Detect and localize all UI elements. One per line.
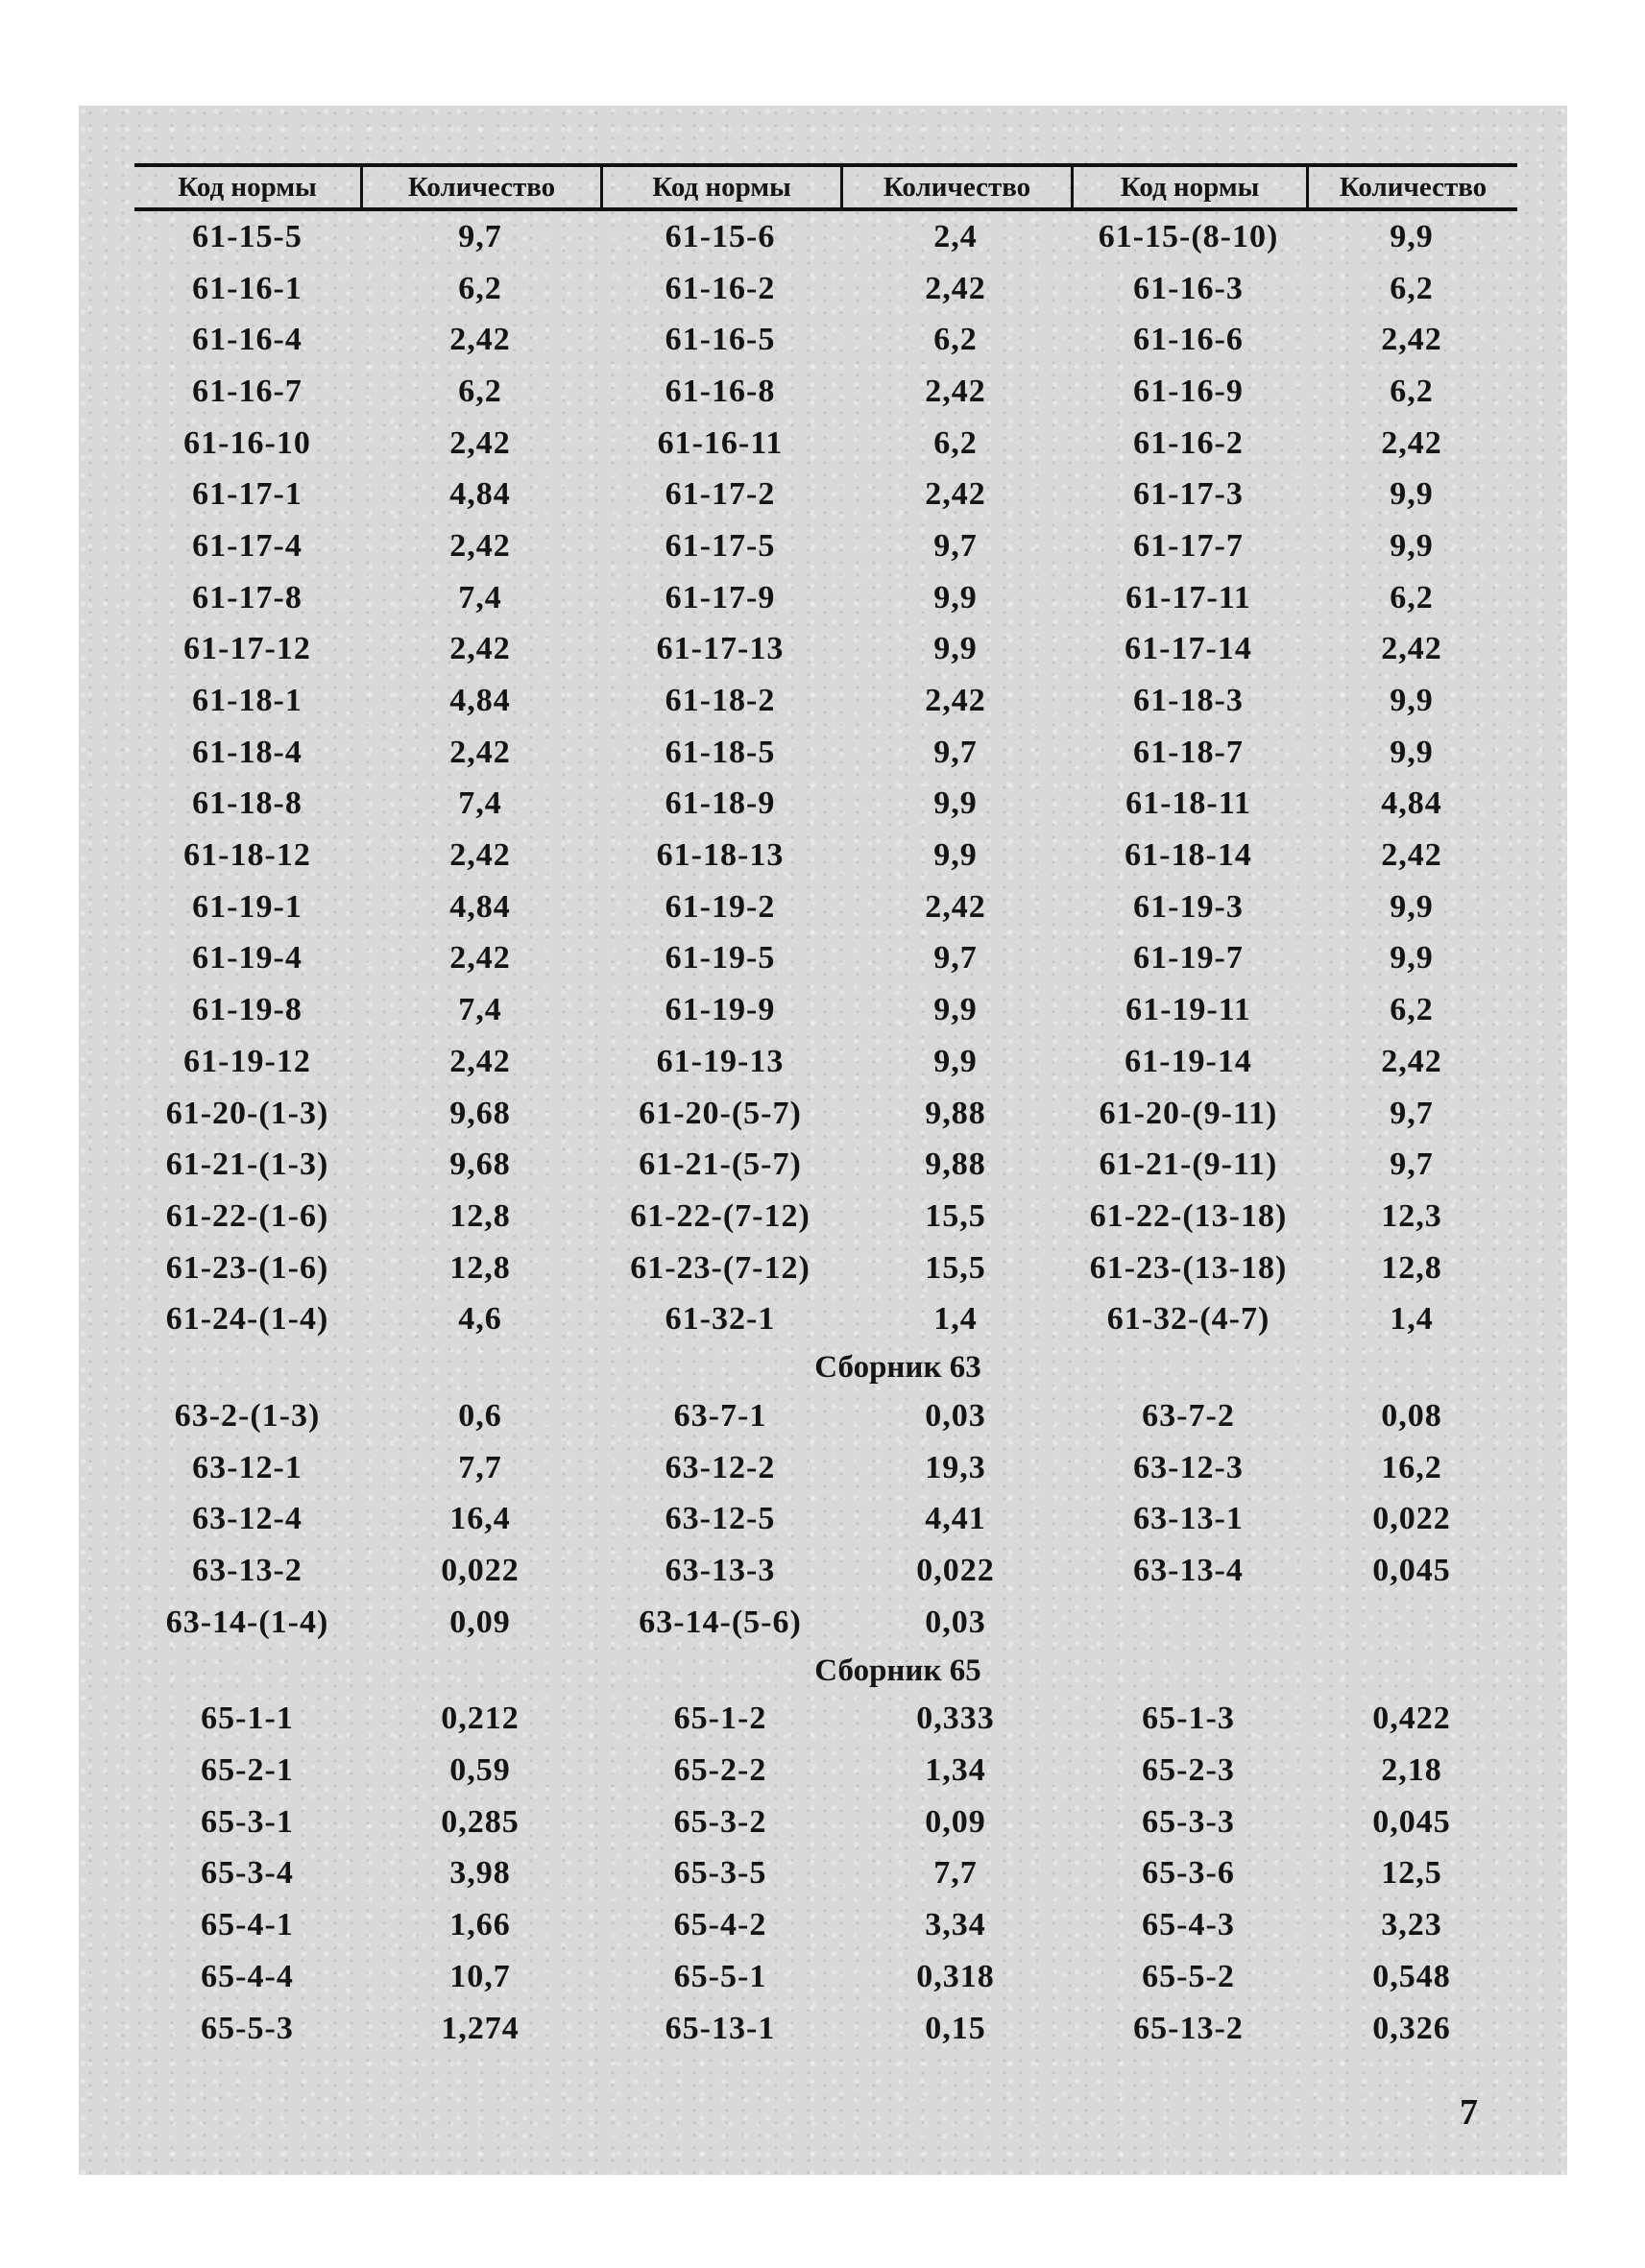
norm-code-cell: 61-15-(8-10) [1098, 218, 1279, 254]
quantity-cell: 7,7 [458, 1449, 502, 1485]
norm-code-cell: 61-22-(13-18) [1089, 1197, 1288, 1234]
quantity-cell: 3,34 [925, 1907, 986, 1943]
norm-code-cell: 61-17-5 [665, 527, 776, 564]
quantity-cell: 0,022 [441, 1553, 520, 1589]
quantity-cell: 15,5 [925, 1249, 986, 1286]
quantity-cell: 9,7 [458, 218, 502, 254]
norm-code-cell: 61-19-9 [665, 992, 776, 1028]
table-row [134, 624, 1517, 676]
norm-code-cell: 61-16-4 [192, 322, 302, 358]
quantity-cell: 7,7 [933, 1855, 978, 1892]
quantity-cell: 15,5 [925, 1197, 986, 1234]
quantity-cell: 2,42 [925, 270, 986, 306]
quantity-cell: 9,9 [1390, 940, 1434, 977]
quantity-cell: 0,285 [441, 1803, 520, 1840]
quantity-cell: 2,42 [925, 373, 986, 409]
quantity-cell: 16,2 [1381, 1449, 1442, 1485]
table-row [134, 1139, 1517, 1191]
quantity-cell: 9,9 [1390, 683, 1434, 719]
norm-code-cell: 63-2-(1-3) [174, 1397, 321, 1434]
norm-code-cell: 61-15-5 [192, 218, 302, 254]
page-number: 7 [1460, 2092, 1478, 2133]
quantity-cell: 2,42 [449, 1043, 511, 1079]
norm-code-cell: 63-13-4 [1133, 1553, 1244, 1589]
quantity-cell: 3,98 [449, 1855, 511, 1892]
quantity-cell: 2,42 [1381, 837, 1442, 874]
header-cell: Количество [840, 167, 1071, 207]
norm-code-cell: 63-12-1 [192, 1449, 302, 1485]
quantity-cell: 2,42 [449, 424, 511, 461]
table-row [134, 1088, 1517, 1140]
table-row [134, 1694, 1517, 1746]
quantity-cell: 9,9 [1390, 476, 1434, 513]
norm-code-cell: 61-19-11 [1125, 992, 1251, 1028]
quantity-cell: 12,5 [1381, 1855, 1442, 1892]
quantity-cell: 0,333 [916, 1701, 995, 1737]
quantity-cell: 9,9 [1390, 734, 1434, 770]
quantity-cell: 7,4 [458, 579, 502, 615]
quantity-cell: 10,7 [449, 1958, 511, 1994]
quantity-cell: 6,2 [1390, 373, 1434, 409]
table-row [134, 1848, 1517, 1900]
norm-code-cell: 65-3-4 [201, 1855, 294, 1892]
quantity-cell: 9,88 [925, 1146, 986, 1183]
quantity-cell: 2,42 [925, 683, 986, 719]
quantity-cell: 12,8 [449, 1197, 511, 1234]
quantity-cell: 0,08 [1381, 1397, 1442, 1434]
norm-code-cell: 65-13-2 [1133, 2010, 1244, 2046]
quantity-cell: 9,7 [933, 527, 978, 564]
quantity-cell: 16,4 [449, 1501, 511, 1537]
norm-code-cell: 63-14-(5-6) [639, 1604, 802, 1640]
quantity-cell: 9,9 [1390, 888, 1434, 925]
table-row [134, 418, 1517, 470]
header-cell: Количество [360, 167, 600, 207]
norm-code-cell: 61-17-11 [1125, 579, 1251, 615]
norm-code-cell: 65-3-3 [1142, 1803, 1235, 1840]
norm-code-cell: 61-16-11 [657, 424, 784, 461]
norm-code-cell: 65-3-2 [673, 1803, 767, 1840]
norm-code-cell: 65-4-4 [201, 1958, 294, 1994]
quantity-cell: 9,68 [449, 1095, 511, 1131]
quantity-cell: 9,9 [933, 1043, 978, 1079]
norm-code-cell: 61-18-14 [1125, 837, 1252, 874]
norm-code-cell: 61-18-5 [665, 734, 776, 770]
norm-code-cell: 61-16-2 [1133, 424, 1244, 461]
norm-code-cell: 65-5-1 [673, 1958, 767, 1994]
norm-code-cell: 61-19-2 [665, 888, 776, 925]
table-row [134, 1442, 1517, 1494]
norm-code-cell: 61-18-11 [1125, 785, 1251, 822]
norm-code-cell: 65-4-1 [201, 1907, 294, 1943]
table-row [134, 1797, 1517, 1848]
quantity-cell: 9,9 [1390, 218, 1434, 254]
quantity-cell: 2,42 [449, 837, 511, 874]
norm-code-cell: 65-1-1 [201, 1701, 294, 1737]
quantity-cell: 0,03 [925, 1397, 986, 1434]
quantity-cell: 0,09 [449, 1604, 511, 1640]
norm-code-cell: 61-22-(7-12) [630, 1197, 810, 1234]
norm-code-cell: 63-7-2 [1142, 1397, 1235, 1434]
norm-code-cell: 61-17-9 [665, 579, 776, 615]
norm-code-cell: 61-16-7 [192, 373, 302, 409]
quantity-cell: 0,422 [1372, 1701, 1451, 1737]
quantity-cell: 4,84 [449, 683, 511, 719]
quantity-cell: 2,42 [449, 631, 511, 667]
quantity-cell: 1,4 [933, 1301, 978, 1338]
norm-code-cell: 61-19-7 [1133, 940, 1244, 977]
quantity-cell: 7,4 [458, 992, 502, 1028]
quantity-cell: 2,4 [933, 218, 978, 254]
quantity-cell: 2,42 [449, 322, 511, 358]
quantity-cell: 1,4 [1390, 1301, 1434, 1338]
quantity-cell: 1,274 [441, 2010, 520, 2046]
quantity-cell: 1,34 [925, 1752, 986, 1789]
quantity-cell: 6,2 [1390, 579, 1434, 615]
norm-code-cell: 61-18-13 [656, 837, 785, 874]
quantity-cell: 9,7 [1390, 1146, 1434, 1183]
table-row [134, 366, 1517, 418]
norm-code-cell: 65-2-2 [673, 1752, 767, 1789]
norm-code-cell: 61-19-14 [1125, 1043, 1252, 1079]
table-row [134, 469, 1517, 520]
table-row [134, 2003, 1517, 2055]
table-row [134, 1243, 1517, 1294]
norm-code-cell: 65-1-2 [673, 1701, 767, 1737]
norm-code-cell: 61-18-2 [665, 683, 776, 719]
header-cell: Код нормы [1071, 167, 1306, 207]
quantity-cell: 6,2 [1390, 992, 1434, 1028]
table-row [134, 263, 1517, 315]
table-row [134, 1494, 1517, 1546]
table-row [134, 830, 1517, 881]
norm-code-cell: 61-18-1 [192, 683, 302, 719]
norm-code-cell: 61-17-1 [192, 476, 302, 513]
norm-code-cell: 61-17-12 [183, 631, 311, 667]
quantity-cell: 19,3 [925, 1449, 986, 1485]
norm-code-cell: 61-16-10 [183, 424, 311, 461]
quantity-cell: 9,7 [1390, 1095, 1434, 1131]
norm-code-cell: 63-13-2 [192, 1553, 302, 1589]
table-row [134, 779, 1517, 831]
norm-code-cell: 65-2-1 [201, 1752, 294, 1789]
section-title-63: Сборник 63 [814, 1350, 981, 1386]
quantity-cell: 9,7 [933, 734, 978, 770]
norm-code-cell: 61-19-3 [1133, 888, 1244, 925]
quantity-cell: 6,2 [1390, 270, 1434, 306]
norm-code-cell: 61-23-(1-6) [165, 1249, 329, 1286]
norm-code-cell: 61-19-5 [665, 940, 776, 977]
collection-65-rows [134, 1694, 1517, 2055]
quantity-cell: 9,9 [933, 579, 978, 615]
quantity-cell: 0,318 [916, 1958, 995, 1994]
norm-code-cell: 61-19-13 [656, 1043, 785, 1079]
norm-code-cell: 61-23-(13-18) [1089, 1249, 1288, 1286]
norms-table [134, 163, 1517, 2054]
norm-code-cell: 61-23-(7-12) [630, 1249, 810, 1286]
norm-code-cell: 65-5-2 [1142, 1958, 1235, 1994]
header-cell: Код нормы [600, 167, 840, 207]
norm-code-cell: 61-16-1 [192, 270, 302, 306]
section-title-65: Сборник 65 [814, 1653, 981, 1688]
quantity-cell: 0,022 [1372, 1501, 1451, 1537]
quantity-cell: 6,2 [933, 322, 978, 358]
norm-code-cell: 61-18-7 [1133, 734, 1244, 770]
norm-code-cell: 61-18-9 [665, 785, 776, 822]
norm-code-cell: 61-18-12 [183, 837, 311, 874]
norm-code-cell: 61-32-1 [665, 1301, 776, 1338]
norm-code-cell: 63-12-3 [1133, 1449, 1244, 1485]
quantity-cell: 2,42 [1381, 424, 1442, 461]
norm-code-cell: 65-2-3 [1142, 1752, 1235, 1789]
norm-code-cell: 61-16-8 [665, 373, 776, 409]
quantity-cell: 2,42 [925, 476, 986, 513]
quantity-cell: 9,9 [933, 785, 978, 822]
quantity-cell: 12,8 [1381, 1249, 1442, 1286]
norm-code-cell: 61-20-(1-3) [165, 1095, 329, 1131]
quantity-cell: 0,15 [925, 2010, 986, 2046]
quantity-cell: 0,59 [449, 1752, 511, 1789]
norm-code-cell: 65-13-1 [665, 2010, 776, 2046]
norm-code-cell: 65-5-3 [201, 2010, 294, 2046]
table-row [134, 675, 1517, 727]
quantity-cell: 2,42 [925, 888, 986, 925]
collection-61-rows [134, 211, 1517, 1345]
quantity-cell: 9,68 [449, 1146, 511, 1183]
quantity-cell: 2,42 [449, 527, 511, 564]
quantity-cell: 0,045 [1372, 1553, 1451, 1589]
norm-code-cell: 61-17-3 [1133, 476, 1244, 513]
norm-code-cell: 61-21-(1-3) [165, 1146, 329, 1183]
norm-code-cell: 61-19-1 [192, 888, 302, 925]
quantity-cell: 2,42 [449, 734, 511, 770]
norm-code-cell: 61-21-(9-11) [1099, 1146, 1278, 1183]
norm-code-cell: 61-20-(9-11) [1099, 1095, 1278, 1131]
norm-code-cell: 61-15-6 [665, 218, 776, 254]
table-row [134, 1293, 1517, 1345]
quantity-cell: 4,6 [458, 1301, 502, 1338]
norm-code-cell: 63-13-3 [665, 1553, 776, 1589]
table-row [134, 314, 1517, 366]
table-row [134, 1951, 1517, 2003]
norm-code-cell: 61-19-8 [192, 992, 302, 1028]
norm-code-cell: 61-21-(5-7) [639, 1146, 802, 1183]
quantity-cell: 6,2 [458, 270, 502, 306]
quantity-cell: 6,2 [933, 424, 978, 461]
norm-code-cell: 61-16-6 [1133, 322, 1244, 358]
quantity-cell: 12,8 [449, 1249, 511, 1286]
norm-code-cell: 61-16-3 [1133, 270, 1244, 306]
quantity-cell: 9,88 [925, 1095, 986, 1131]
table-row [134, 933, 1517, 985]
norm-code-cell: 61-18-4 [192, 734, 302, 770]
quantity-cell: 2,42 [1381, 322, 1442, 358]
norm-code-cell: 61-18-8 [192, 785, 302, 822]
quantity-cell: 4,41 [925, 1501, 986, 1537]
table-row [134, 1745, 1517, 1797]
table-row [134, 984, 1517, 1036]
norm-code-cell: 65-1-3 [1142, 1701, 1235, 1737]
norm-code-cell: 61-19-12 [183, 1043, 311, 1079]
quantity-cell: 0,6 [458, 1397, 502, 1434]
quantity-cell: 0,09 [925, 1803, 986, 1840]
quantity-cell: 0,03 [925, 1604, 986, 1640]
collection-63-rows [134, 1390, 1517, 1648]
table-row [134, 1545, 1517, 1597]
norm-code-cell: 65-3-5 [673, 1855, 767, 1892]
norm-code-cell: 61-16-5 [665, 322, 776, 358]
table-row [134, 727, 1517, 779]
table-row [134, 572, 1517, 624]
norm-code-cell: 61-19-4 [192, 940, 302, 977]
norm-code-cell: 61-16-2 [665, 270, 776, 306]
table-row [134, 1191, 1517, 1243]
table-row [134, 1899, 1517, 1951]
quantity-cell: 2,42 [1381, 1043, 1442, 1079]
quantity-cell: 0,548 [1372, 1958, 1451, 1994]
quantity-cell: 9,9 [1390, 527, 1434, 564]
quantity-cell: 9,9 [933, 837, 978, 874]
header-cell: Код нормы [178, 171, 317, 203]
header-cell: Количество [1306, 167, 1517, 207]
norm-code-cell: 61-32-(4-7) [1106, 1301, 1270, 1338]
norm-code-cell: 63-13-1 [1133, 1501, 1244, 1537]
norm-code-cell: 61-17-7 [1133, 527, 1244, 564]
norm-code-cell: 61-17-14 [1125, 631, 1252, 667]
quantity-cell: 4,84 [449, 888, 511, 925]
quantity-cell: 0,212 [441, 1701, 520, 1737]
norm-code-cell: 61-17-8 [192, 579, 302, 615]
quantity-cell: 9,7 [933, 940, 978, 977]
norm-code-cell: 63-7-1 [673, 1397, 767, 1434]
quantity-cell: 1,66 [449, 1907, 511, 1943]
quantity-cell: 3,23 [1381, 1907, 1442, 1943]
quantity-cell: 0,022 [916, 1553, 995, 1589]
norm-code-cell: 65-4-2 [673, 1907, 767, 1943]
table-row [134, 1597, 1517, 1649]
table-row [134, 1390, 1517, 1442]
quantity-cell: 7,4 [458, 785, 502, 822]
norm-code-cell: 61-16-9 [1133, 373, 1244, 409]
norm-code-cell: 63-12-5 [665, 1501, 776, 1537]
norm-code-cell: 61-18-3 [1133, 683, 1244, 719]
norm-code-cell: 61-17-13 [656, 631, 785, 667]
norm-code-cell: 63-12-2 [665, 1449, 776, 1485]
quantity-cell: 0,326 [1372, 2010, 1451, 2046]
quantity-cell: 4,84 [1381, 785, 1442, 822]
quantity-cell: 2,42 [1381, 631, 1442, 667]
quantity-cell: 2,42 [449, 940, 511, 977]
quantity-cell: 4,84 [449, 476, 511, 513]
quantity-cell: 0,045 [1372, 1803, 1451, 1840]
quantity-cell: 9,9 [933, 631, 978, 667]
norm-code-cell: 63-14-(1-4) [165, 1604, 329, 1640]
table-row [134, 881, 1517, 933]
table-row [134, 211, 1517, 263]
norm-code-cell: 61-24-(1-4) [165, 1301, 329, 1338]
norm-code-cell: 65-4-3 [1142, 1907, 1235, 1943]
table-row [134, 1036, 1517, 1088]
quantity-cell: 12,3 [1381, 1197, 1442, 1234]
norm-code-cell: 65-3-1 [201, 1803, 294, 1840]
quantity-cell: 2,18 [1381, 1752, 1442, 1789]
norm-code-cell: 65-3-6 [1142, 1855, 1235, 1892]
quantity-cell: 6,2 [458, 373, 502, 409]
quantity-cell: 9,9 [933, 992, 978, 1028]
norm-code-cell: 61-20-(5-7) [639, 1095, 802, 1131]
norm-code-cell: 61-22-(1-6) [165, 1197, 329, 1234]
norm-code-cell: 61-17-4 [192, 527, 302, 564]
norm-code-cell: 63-12-4 [192, 1501, 302, 1537]
table-header [134, 163, 1517, 211]
table-row [134, 520, 1517, 572]
norm-code-cell: 61-17-2 [665, 476, 776, 513]
